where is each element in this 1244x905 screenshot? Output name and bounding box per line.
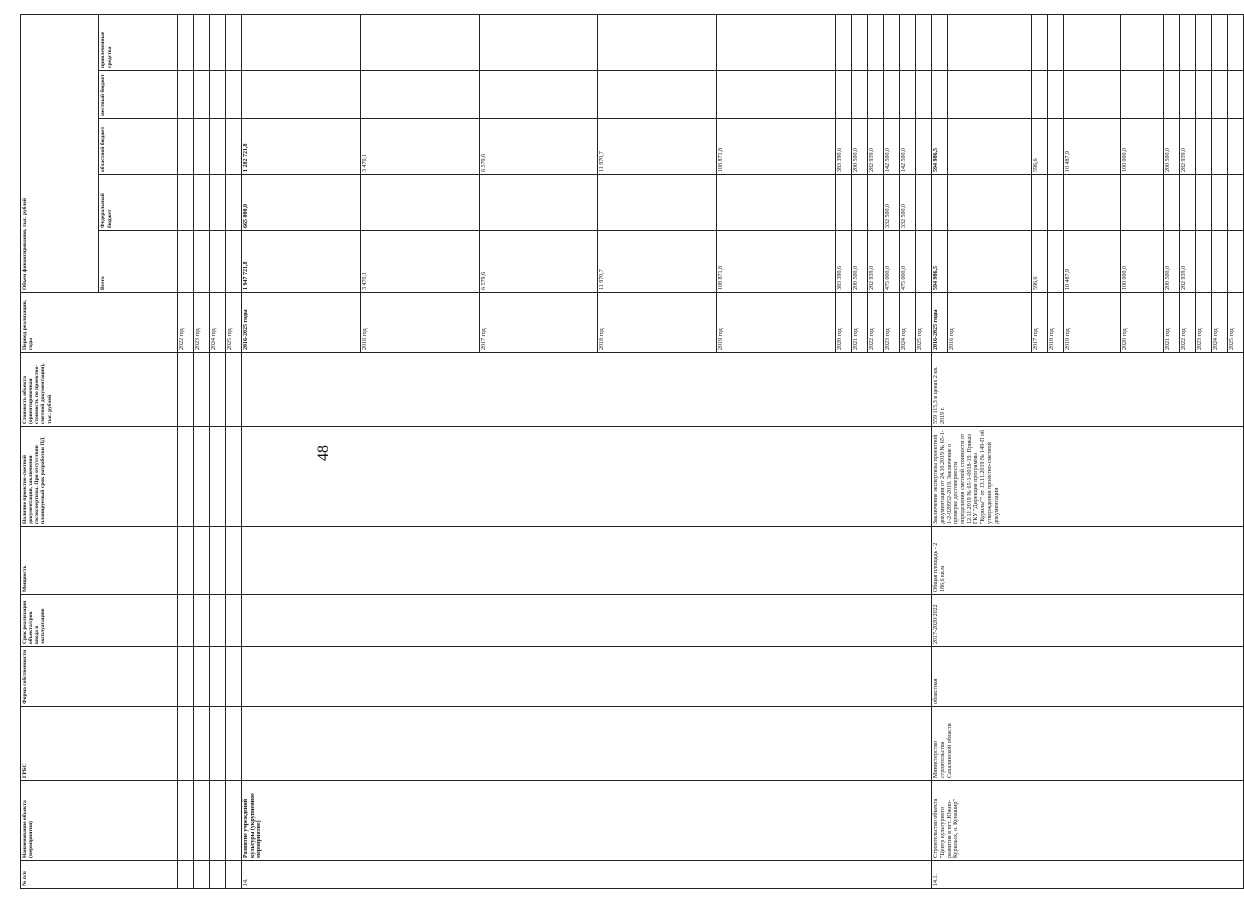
page-number: 48 bbox=[315, 445, 332, 461]
empty-cell bbox=[209, 595, 225, 647]
fed-cell bbox=[836, 175, 852, 231]
empty-cell bbox=[177, 707, 193, 781]
total-cell bbox=[193, 231, 209, 293]
empty-cell bbox=[177, 595, 193, 647]
fed-cell bbox=[1047, 175, 1063, 231]
fed-cell bbox=[948, 175, 1032, 231]
other-cell bbox=[193, 15, 209, 71]
period-cell: 2017 год bbox=[1031, 293, 1047, 353]
period-cell: 2024 год bbox=[1211, 293, 1227, 353]
empty-cell bbox=[241, 595, 931, 647]
reg-cell: 100 000,0 bbox=[1120, 119, 1163, 175]
total-cell bbox=[948, 231, 1032, 293]
reg-cell bbox=[177, 119, 193, 175]
fed-cell bbox=[479, 175, 598, 231]
empty-cell bbox=[225, 861, 241, 889]
header-name: Наименование объекта (мероприятия) bbox=[21, 781, 178, 861]
total-cell bbox=[1227, 231, 1243, 293]
loc-cell bbox=[1031, 71, 1047, 119]
empty-cell bbox=[177, 353, 193, 427]
header-docs: Наличие проектно-сметной документации, заключения госэкспертизы. При отсутствии планируемый срок разработки ПД bbox=[21, 427, 178, 527]
fed-cell bbox=[1179, 175, 1195, 231]
empty-cell bbox=[177, 647, 193, 707]
reg-cell: 594 986,5 bbox=[932, 119, 948, 175]
fed-cell bbox=[1163, 175, 1179, 231]
header-other: привлеченные средства bbox=[99, 15, 177, 71]
section-14-num: 14. bbox=[241, 861, 931, 889]
other-cell bbox=[884, 15, 900, 71]
loc-cell bbox=[209, 71, 225, 119]
period-cell: 2020 год bbox=[836, 293, 852, 353]
fed-cell: 665 000,0 bbox=[241, 175, 360, 231]
other-cell bbox=[932, 15, 948, 71]
reg-cell: 383 390,6 bbox=[836, 119, 852, 175]
fed-cell bbox=[225, 175, 241, 231]
header-reg: областной бюджет bbox=[99, 119, 177, 175]
empty-cell bbox=[177, 427, 193, 527]
fed-cell bbox=[1120, 175, 1163, 231]
reg-cell bbox=[225, 119, 241, 175]
other-cell bbox=[1047, 15, 1063, 71]
section-141-grbs: Министерство строительства Сахалинской области bbox=[932, 707, 1244, 781]
loc-cell bbox=[360, 71, 479, 119]
header-total: Всего bbox=[99, 231, 177, 293]
fed-cell bbox=[360, 175, 479, 231]
section-141-term: 2017-2020/2022 bbox=[932, 595, 1244, 647]
reg-cell: 10 487,9 bbox=[1063, 119, 1120, 175]
prev-row bbox=[209, 15, 225, 889]
other-cell bbox=[1195, 15, 1211, 71]
other-cell bbox=[360, 15, 479, 71]
period-cell: 2025 год bbox=[916, 293, 932, 353]
other-cell bbox=[836, 15, 852, 71]
empty-cell bbox=[225, 595, 241, 647]
prev-row bbox=[193, 15, 209, 889]
fed-cell bbox=[1211, 175, 1227, 231]
header-term: Срок реализации объекта/срок ввода в эксплуатацию bbox=[21, 595, 178, 647]
fed-cell bbox=[932, 175, 948, 231]
period-cell: 2025 год bbox=[1227, 293, 1243, 353]
empty-cell bbox=[209, 707, 225, 781]
other-cell bbox=[900, 15, 916, 71]
reg-cell: 108 871,8 bbox=[717, 119, 836, 175]
other-cell bbox=[1120, 15, 1163, 71]
reg-cell: 200 500,0 bbox=[1163, 119, 1179, 175]
period-cell: 2018 год bbox=[1047, 293, 1063, 353]
header-power: Мощность bbox=[21, 527, 178, 595]
empty-cell bbox=[193, 595, 209, 647]
total-cell bbox=[209, 231, 225, 293]
period-cell: 2022 год bbox=[868, 293, 884, 353]
other-cell bbox=[225, 15, 241, 71]
total-cell bbox=[1211, 231, 1227, 293]
total-cell bbox=[225, 231, 241, 293]
total-cell: 100 000,0 bbox=[1120, 231, 1163, 293]
loc-cell bbox=[193, 71, 209, 119]
other-cell bbox=[948, 15, 1032, 71]
reg-cell bbox=[1195, 119, 1211, 175]
other-cell bbox=[916, 15, 932, 71]
fed-cell bbox=[1031, 175, 1047, 231]
empty-cell bbox=[193, 353, 209, 427]
loc-cell bbox=[916, 71, 932, 119]
reg-cell: 282 939,0 bbox=[868, 119, 884, 175]
prev-row bbox=[225, 15, 241, 889]
fed-cell bbox=[598, 175, 717, 231]
header-grbs: ГРБС bbox=[21, 707, 178, 781]
header-row bbox=[21, 15, 99, 889]
period-cell: 2016 год bbox=[948, 293, 1032, 353]
empty-cell bbox=[209, 647, 225, 707]
section-14-name: Развитие учреждений культуры (укрупненное мероприятие) bbox=[241, 781, 931, 861]
empty-cell bbox=[225, 647, 241, 707]
total-cell bbox=[916, 231, 932, 293]
total-cell: 596,6 bbox=[1031, 231, 1047, 293]
total-cell: 108 871,8 bbox=[717, 231, 836, 293]
loc-cell bbox=[598, 71, 717, 119]
fed-cell: 332 500,0 bbox=[884, 175, 900, 231]
total-cell: 11 970,7 bbox=[598, 231, 717, 293]
empty-cell bbox=[241, 707, 931, 781]
loc-cell bbox=[225, 71, 241, 119]
total-cell: 383 390,6 bbox=[836, 231, 852, 293]
section-141-form: областная bbox=[932, 647, 1244, 707]
header-loc: местный бюджет bbox=[99, 71, 177, 119]
fed-cell bbox=[1195, 175, 1211, 231]
total-cell: 1 947 721,8 bbox=[241, 231, 360, 293]
period-cell: 2023 год bbox=[1195, 293, 1211, 353]
total-cell bbox=[1047, 231, 1063, 293]
reg-cell: 142 500,0 bbox=[884, 119, 900, 175]
empty-cell bbox=[193, 707, 209, 781]
reg-cell bbox=[193, 119, 209, 175]
reg-cell: 6 579,6 bbox=[479, 119, 598, 175]
fed-cell bbox=[209, 175, 225, 231]
loc-cell bbox=[1063, 71, 1120, 119]
total-cell bbox=[1195, 231, 1211, 293]
loc-cell bbox=[852, 71, 868, 119]
total-cell: 475 000,0 bbox=[884, 231, 900, 293]
period-cell: 2021 год bbox=[852, 293, 868, 353]
loc-cell bbox=[1211, 71, 1227, 119]
empty-cell bbox=[209, 353, 225, 427]
reg-cell: 3 470,1 bbox=[360, 119, 479, 175]
empty-cell bbox=[241, 527, 931, 595]
loc-cell bbox=[717, 71, 836, 119]
reg-cell: 11 970,7 bbox=[598, 119, 717, 175]
loc-cell bbox=[948, 71, 1032, 119]
loc-cell bbox=[177, 71, 193, 119]
period-cell: 2017 год bbox=[479, 293, 598, 353]
loc-cell bbox=[836, 71, 852, 119]
fed-cell bbox=[868, 175, 884, 231]
period-cell: 2022 год bbox=[1179, 293, 1195, 353]
section-141-docs: Заключение экспертизы проектной документации от 24.10.2019 № 65-1-1-2-028952-2019. Заключение о проверке достоверности определения сметной стоимости от 12.11.2019 № 65-1-0018-19. Приказ ГКУ "Дирекция программы "Курилы"" от 13.11.2019 № 149-П об утверждении проектно-сметной документации bbox=[932, 427, 1244, 527]
section-141-cost: 559 115,3 в ценах 2 кв. 2019 г. bbox=[932, 353, 1244, 427]
other-cell bbox=[1031, 15, 1047, 71]
period-cell: 2021 год bbox=[1163, 293, 1179, 353]
total-cell: 282 939,0 bbox=[868, 231, 884, 293]
period-cell: 2016-2025 годы bbox=[241, 293, 360, 353]
other-cell bbox=[717, 15, 836, 71]
period-cell: 2016 год bbox=[360, 293, 479, 353]
period-cell: 2019 год bbox=[1063, 293, 1120, 353]
loc-cell bbox=[241, 71, 360, 119]
total-cell: 200 500,0 bbox=[1163, 231, 1179, 293]
empty-cell bbox=[193, 781, 209, 861]
fed-cell bbox=[1227, 175, 1243, 231]
loc-cell bbox=[932, 71, 948, 119]
empty-cell bbox=[193, 861, 209, 889]
empty-cell bbox=[225, 427, 241, 527]
period-cell: 2023 год bbox=[884, 293, 900, 353]
empty-cell bbox=[225, 527, 241, 595]
fed-cell bbox=[852, 175, 868, 231]
financing-table bbox=[20, 14, 1244, 889]
empty-cell bbox=[177, 527, 193, 595]
fed-cell bbox=[193, 175, 209, 231]
fed-cell bbox=[177, 175, 193, 231]
loc-cell bbox=[1047, 71, 1063, 119]
total-cell bbox=[177, 231, 193, 293]
other-cell bbox=[1063, 15, 1120, 71]
empty-cell bbox=[241, 427, 931, 527]
reg-cell: 142 500,0 bbox=[900, 119, 916, 175]
other-cell bbox=[852, 15, 868, 71]
header-fed: Федеральный бюджет bbox=[99, 175, 177, 231]
empty-cell bbox=[177, 781, 193, 861]
total-cell: 282 939,0 bbox=[1179, 231, 1195, 293]
fed-cell bbox=[1063, 175, 1120, 231]
reg-cell: 1 282 721,8 bbox=[241, 119, 360, 175]
section-141-power: Общая площадь - 2 186,6 кв.м bbox=[932, 527, 1244, 595]
total-cell: 200 500,0 bbox=[852, 231, 868, 293]
section-141-name: Строительство объекта "Центр культурного развития в пгт. Южно-Курильск, о. Кунашир" bbox=[932, 781, 1244, 861]
reg-cell bbox=[916, 119, 932, 175]
other-cell bbox=[598, 15, 717, 71]
period-cell: 2019 год bbox=[717, 293, 836, 353]
header-period: Период реализации, годы bbox=[21, 293, 178, 353]
header-form: Форма собственности bbox=[21, 647, 178, 707]
reg-cell bbox=[1211, 119, 1227, 175]
loc-cell bbox=[479, 71, 598, 119]
section-14-row bbox=[241, 15, 360, 889]
reg-cell bbox=[209, 119, 225, 175]
reg-cell bbox=[948, 119, 1032, 175]
reg-cell: 282 939,0 bbox=[1179, 119, 1195, 175]
other-cell bbox=[177, 15, 193, 71]
header-finance: Объем финансирования, тыс. рублей bbox=[21, 15, 99, 293]
total-cell: 594 986,5 bbox=[932, 231, 948, 293]
empty-cell bbox=[225, 707, 241, 781]
empty-cell bbox=[209, 781, 225, 861]
period-cell: 2016-2025 годы bbox=[932, 293, 948, 353]
other-cell bbox=[479, 15, 598, 71]
period-cell: 2020 год bbox=[1120, 293, 1163, 353]
other-cell bbox=[1211, 15, 1227, 71]
empty-cell bbox=[193, 427, 209, 527]
other-cell bbox=[1179, 15, 1195, 71]
empty-cell bbox=[193, 527, 209, 595]
loc-cell bbox=[868, 71, 884, 119]
empty-cell bbox=[225, 781, 241, 861]
loc-cell bbox=[1163, 71, 1179, 119]
section-141-num: 14.1. bbox=[932, 861, 1244, 889]
header-cost: Стоимость объекта (ориентировочная стоимость по проектно-сметной документации), тыс. рублей bbox=[21, 353, 178, 427]
period-cell: 2022 год bbox=[177, 293, 193, 353]
other-cell bbox=[868, 15, 884, 71]
section-141-row bbox=[932, 15, 948, 889]
loc-cell bbox=[1195, 71, 1211, 119]
other-cell bbox=[1163, 15, 1179, 71]
total-cell: 6 579,6 bbox=[479, 231, 598, 293]
period-cell: 2024 год bbox=[209, 293, 225, 353]
table-body bbox=[21, 15, 1244, 889]
other-cell bbox=[1227, 15, 1243, 71]
period-cell: 2024 год bbox=[900, 293, 916, 353]
fed-cell: 332 500,0 bbox=[900, 175, 916, 231]
total-cell: 3 470,1 bbox=[360, 231, 479, 293]
period-cell: 2025 год bbox=[225, 293, 241, 353]
loc-cell bbox=[1179, 71, 1195, 119]
loc-cell bbox=[1120, 71, 1163, 119]
reg-cell bbox=[1047, 119, 1063, 175]
header-num: № п/п bbox=[21, 861, 178, 889]
reg-cell: 200 500,0 bbox=[852, 119, 868, 175]
total-cell: 10 487,9 bbox=[1063, 231, 1120, 293]
empty-cell bbox=[241, 353, 931, 427]
loc-cell bbox=[900, 71, 916, 119]
fed-cell bbox=[916, 175, 932, 231]
period-cell: 2023 год bbox=[193, 293, 209, 353]
prev-row bbox=[177, 15, 193, 889]
empty-cell bbox=[209, 861, 225, 889]
total-cell: 475 000,0 bbox=[900, 231, 916, 293]
reg-cell: 596,6 bbox=[1031, 119, 1047, 175]
period-cell: 2018 год bbox=[598, 293, 717, 353]
empty-cell bbox=[209, 527, 225, 595]
empty-cell bbox=[177, 861, 193, 889]
other-cell bbox=[241, 15, 360, 71]
empty-cell bbox=[209, 427, 225, 527]
fed-cell bbox=[717, 175, 836, 231]
other-cell bbox=[209, 15, 225, 71]
empty-cell bbox=[193, 647, 209, 707]
loc-cell bbox=[884, 71, 900, 119]
reg-cell bbox=[1227, 119, 1243, 175]
empty-cell bbox=[241, 647, 931, 707]
empty-cell bbox=[225, 353, 241, 427]
loc-cell bbox=[1227, 71, 1243, 119]
